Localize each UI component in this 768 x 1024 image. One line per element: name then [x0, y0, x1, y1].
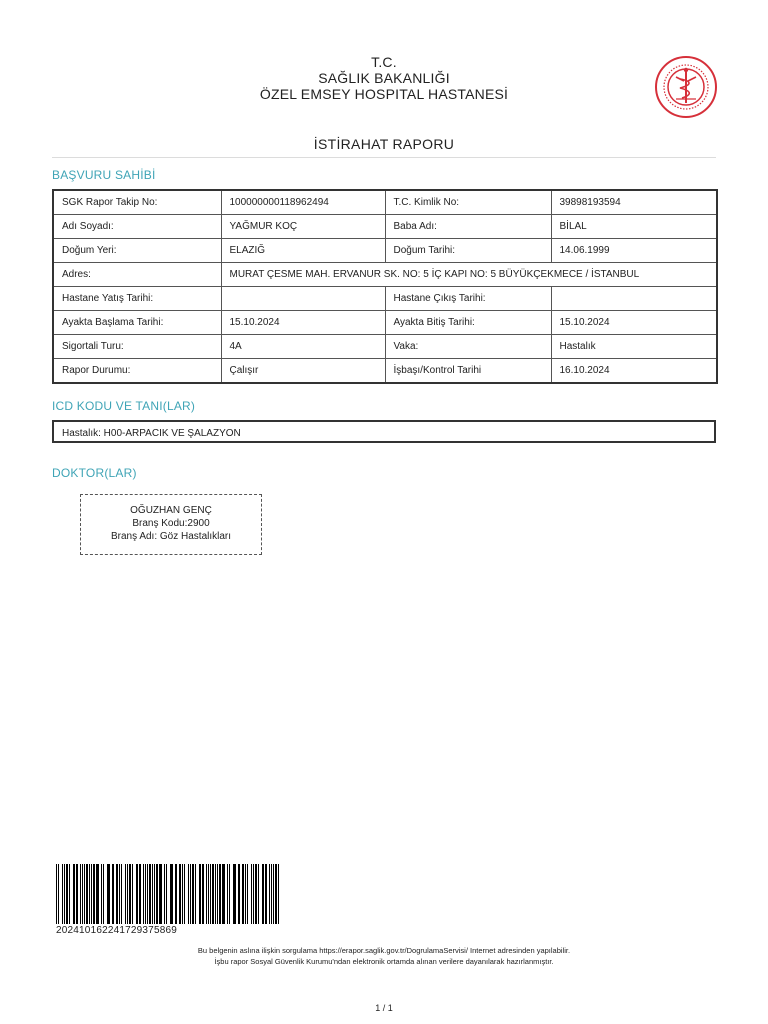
barcode-bar [184, 864, 185, 924]
barcode-bar [103, 864, 104, 924]
barcode-bar [119, 864, 120, 924]
barcode-bar [190, 864, 191, 924]
field-label: Hastane Yatış Tarihi: [53, 287, 221, 311]
barcode-bar [219, 864, 221, 924]
field-value: Çalışır [221, 359, 385, 384]
barcode [56, 864, 280, 924]
footer-note [0, 945, 768, 967]
field-label: Doğum Tarihi: [385, 239, 551, 263]
doctor-branch-name: Branş Adı: Göz Hastalıkları [110, 531, 232, 542]
header-line-hospital: ÖZEL EMSEY HOSPITAL HASTANESİ [259, 86, 509, 102]
barcode-bar [159, 864, 162, 924]
barcode-bar [251, 864, 252, 924]
report-title: İSTİRAHAT RAPORU [313, 136, 455, 152]
barcode-bar [273, 864, 274, 924]
barcode-bar [255, 864, 257, 924]
barcode-bar [125, 864, 126, 924]
diagnosis-section-title: ICD KODU VE TANI(LAR) [52, 399, 196, 413]
field-label: Hastane Çıkış Tarihi: [385, 287, 551, 311]
barcode-bar [164, 864, 165, 924]
barcode-bar [222, 864, 225, 924]
barcode-bar [175, 864, 177, 924]
field-label: Rapor Durumu: [53, 359, 221, 384]
barcode-bar [245, 864, 246, 924]
barcode-bar [56, 864, 57, 924]
barcode-bar [84, 864, 85, 924]
barcode-bar [101, 864, 102, 924]
barcode-bar [192, 864, 194, 924]
barcode-bar [188, 864, 189, 924]
barcode-bar [96, 864, 99, 924]
barcode-bar [127, 864, 128, 924]
barcode-bar [93, 864, 95, 924]
diagnosis-box: Hastalık: H00-ARPACIK VE ŞALAZYON [52, 420, 716, 443]
field-value: 39898193594 [551, 190, 717, 215]
barcode-bar [206, 864, 207, 924]
field-value: 16.10.2024 [551, 359, 717, 384]
footer-line-verification: Bu belgenin aslına ilişkin sorgulama https://erapor.saglik.gov.tr/DogrulamaServisi/ Internet adresinden yapılabilir. [197, 946, 571, 955]
barcode-bar [262, 864, 264, 924]
field-value: YAĞMUR KOÇ [221, 215, 385, 239]
doctor-card [80, 494, 262, 555]
barcode-bar [265, 864, 267, 924]
barcode-bar [195, 864, 196, 924]
title-divider [52, 157, 716, 158]
barcode-bar [136, 864, 138, 924]
barcode-bar [242, 864, 244, 924]
barcode-bar [86, 864, 88, 924]
barcode-bar [147, 864, 148, 924]
doctors-section-title: DOKTOR(LAR) [52, 466, 137, 480]
table-row [53, 287, 717, 311]
table-row [53, 263, 717, 287]
barcode-bar [116, 864, 118, 924]
barcode-bar [91, 864, 92, 924]
barcode-bar [80, 864, 81, 924]
field-value [551, 287, 717, 311]
barcode-bar [64, 864, 65, 924]
barcode-bar [154, 864, 155, 924]
barcode-bar [121, 864, 122, 924]
field-label: SGK Rapor Takip No: [53, 190, 221, 215]
header-line-tc: T.C. [371, 54, 397, 70]
applicant-info-table [52, 189, 718, 384]
field-label: Adres: [53, 263, 221, 287]
barcode-bar [253, 864, 254, 924]
barcode-bar [271, 864, 272, 924]
field-value: BİLAL [551, 215, 717, 239]
barcode-bar [76, 864, 78, 924]
barcode-bar [62, 864, 63, 924]
barcode-bar [149, 864, 151, 924]
doctor-branch-code: Branş Kodu:2900 [132, 518, 210, 529]
barcode-bar [73, 864, 75, 924]
field-label: Ayakta Bitiş Tarihi: [385, 311, 551, 335]
field-label: Ayakta Başlama Tarihi: [53, 311, 221, 335]
table-row [53, 239, 717, 263]
address-value: MURAT ÇESME MAH. ERVANUR SK. NO: 5 İÇ KAPI NO: 5 BÜYÜKÇEKMECE / İSTANBUL [221, 263, 717, 287]
barcode-bar [170, 864, 173, 924]
document-header [0, 54, 768, 102]
barcode-bar [208, 864, 209, 924]
field-value [221, 287, 385, 311]
barcode-bar [233, 864, 236, 924]
barcode-bar [182, 864, 183, 924]
barcode-bar [152, 864, 153, 924]
barcode-bar [129, 864, 131, 924]
barcode-bar [278, 864, 279, 924]
table-row [53, 359, 717, 384]
table-row [53, 215, 717, 239]
barcode-bar [229, 864, 230, 924]
table-row [53, 335, 717, 359]
barcode-bar [107, 864, 110, 924]
barcode-bar [199, 864, 201, 924]
doctor-name: OĞUZHAN GENÇ [130, 505, 212, 516]
field-value: 14.06.1999 [551, 239, 717, 263]
field-label: Vaka: [385, 335, 551, 359]
barcode-bar [212, 864, 214, 924]
field-value: 4A [221, 335, 385, 359]
field-label: Baba Adı: [385, 215, 551, 239]
ministry-of-health-seal-icon [654, 55, 718, 119]
barcode-bar [166, 864, 167, 924]
field-label: Sigortali Turu: [53, 335, 221, 359]
barcode-bar [66, 864, 68, 924]
barcode-bar [145, 864, 146, 924]
footer-line-sgk: İşbu rapor Sosyal Güvenlik Kurumu'ndan elektronik ortamda alınan verilere dayanılarak hazırlanmıştır. [214, 957, 554, 966]
barcode-bar [247, 864, 248, 924]
field-label: T.C. Kimlik No: [385, 190, 551, 215]
barcode-bar [227, 864, 228, 924]
barcode-bar [156, 864, 158, 924]
barcode-number: 20241016224172937586​9 [56, 925, 177, 936]
barcode-bar [215, 864, 216, 924]
barcode-bar [139, 864, 141, 924]
page-number: 1 / 1 [375, 1003, 393, 1013]
field-value: 15.10.2024 [551, 311, 717, 335]
barcode-bar [112, 864, 114, 924]
barcode-bar [258, 864, 259, 924]
field-label: Doğum Yeri: [53, 239, 221, 263]
barcode-bar [238, 864, 240, 924]
barcode-bar [210, 864, 211, 924]
barcode-bar [82, 864, 83, 924]
field-value: Hastalık [551, 335, 717, 359]
applicant-section-title: BAŞVURU SAHİBİ [52, 168, 156, 182]
field-label: İşbaşı/Kontrol Tarihi [385, 359, 551, 384]
table-row [53, 190, 717, 215]
barcode-bar [143, 864, 144, 924]
field-value: 100000000118962494 [221, 190, 385, 215]
barcode-bar [132, 864, 133, 924]
barcode-bar [89, 864, 90, 924]
barcode-bar [58, 864, 59, 924]
barcode-bar [269, 864, 270, 924]
barcode-bar [179, 864, 181, 924]
barcode-bar [217, 864, 218, 924]
header-line-ministry: SAĞLIK BAKANLIĞI [318, 70, 450, 86]
field-value: ELAZIĞ [221, 239, 385, 263]
barcode-bar [202, 864, 204, 924]
field-label: Adı Soyadı: [53, 215, 221, 239]
barcode-bar [275, 864, 277, 924]
table-row [53, 311, 717, 335]
barcode-bar [69, 864, 70, 924]
field-value: 15.10.2024 [221, 311, 385, 335]
